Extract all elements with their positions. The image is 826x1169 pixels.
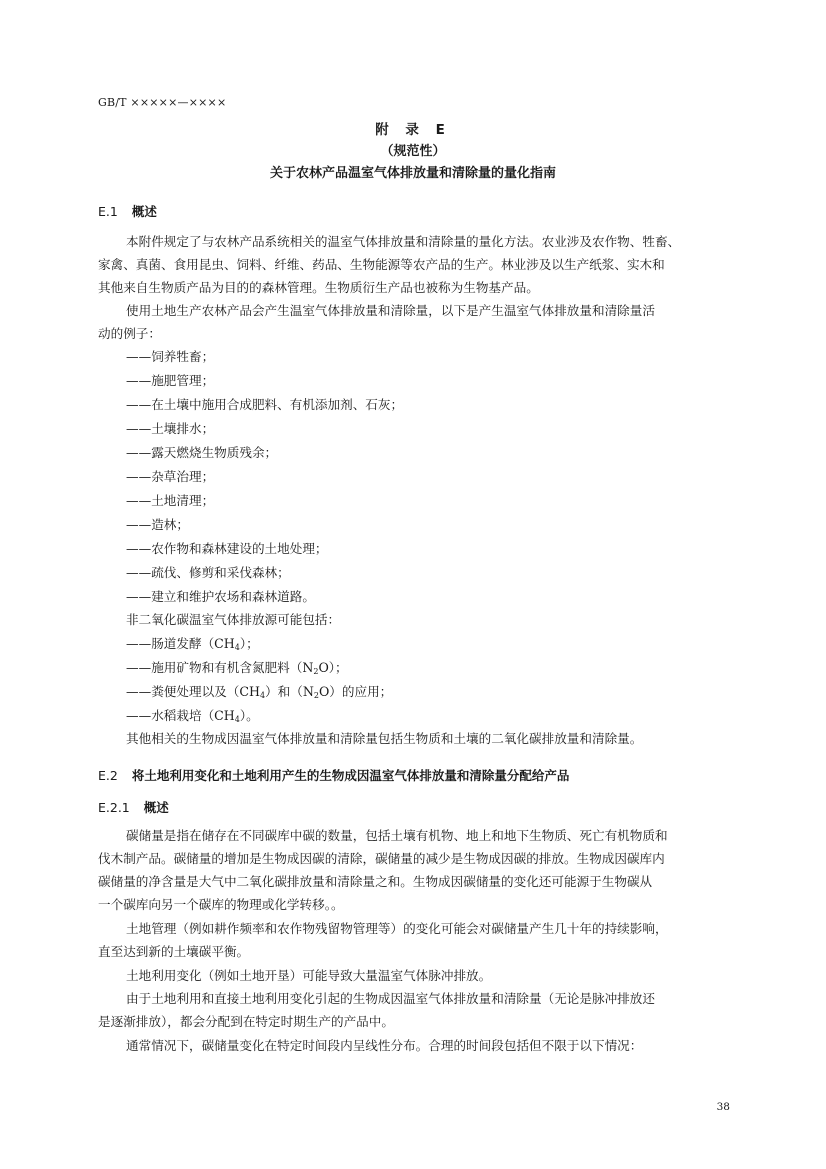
list-item: ——在土壤中施用合成肥料、有机添加剂、石灰； bbox=[126, 397, 404, 412]
paragraph-line: 土地利用变化（例如土地开垦）可能导致大量温室气体脉冲排放。 bbox=[126, 968, 492, 983]
list-item: ——饲养牲畜； bbox=[126, 349, 215, 364]
list-item: ——杂草治理； bbox=[126, 469, 215, 484]
paragraph-line: 土地管理（例如耕作频率和农作物残留物管理等）的变化可能会对碳储量产生几十年的持续影响， bbox=[126, 921, 668, 936]
list-item: ——疏伐、修剪和采伐森林； bbox=[126, 565, 290, 580]
list-item: ——施用矿物和有机含氮肥料$(N_2O)$； bbox=[126, 660, 348, 676]
paragraph-line: 一个碳库向另一个碳库的物理或化学转移。。 bbox=[98, 897, 344, 912]
paragraph-line: 通常情况下，碳储量变化在特定时间段内呈线性分布。合理的时间段包括但不限于以下情况： bbox=[126, 1038, 643, 1053]
paragraph-line: 其他来自生物质产品为目的的森林管理。生物质衍生产品也被称为生物基产品。 bbox=[98, 280, 539, 295]
list-item: ——水稻栽培$(CH_4)$。 bbox=[126, 708, 259, 724]
paragraph-line: 使用土地生产农林产品会产生温室气体排放量和清除量，以下是产生温室气体排放量和清除量活 bbox=[126, 303, 655, 318]
page-number: 38 bbox=[716, 1101, 730, 1113]
list-item: ——肠道发酵$(CH_4)$； bbox=[126, 636, 259, 652]
section-title: 概述 bbox=[143, 800, 169, 815]
list-item: ——农作物和森林建设的土地处理； bbox=[126, 541, 328, 556]
paragraph-line: 其他相关的生物成因温室气体排放量和清除量包括生物质和土壤的二氧化碳排放量和清除量。 bbox=[126, 731, 643, 746]
paragraph-line: 碳储量是指在储存在不同碳库中碳的数量，包括土壤有机物、地上和地下生物质、死亡有机物质和 bbox=[126, 828, 668, 843]
section-number: E.2.1 bbox=[98, 800, 130, 815]
list-item: ——粪便处理以及$(CH_4)$和$(N_2O)$的应用； bbox=[126, 684, 393, 700]
paragraph-line: 伐木制产品。碳储量的增加是生物成因碳的清除，碳储量的减少是生物成因碳的排放。生物成因碳库内 bbox=[98, 851, 665, 866]
paragraph-line: 本附件规定了与农林产品系统相关的温室气体排放量和清除量的量化方法。农业涉及农作物、牲畜、 bbox=[126, 234, 681, 249]
appendix-type: （规范性） bbox=[380, 144, 446, 159]
appendix-title: 附 录 E bbox=[375, 122, 451, 138]
paragraph-line: 家禽、真菌、食用昆虫、饲料、纤维、药品、生物能源等农产品的生产。林业涉及以生产纸浆、实木和 bbox=[98, 257, 665, 272]
paragraph-line: 是逐渐排放），都会分配到在特定时期生产的产品中。 bbox=[98, 1014, 394, 1029]
section-number: E.2 bbox=[98, 768, 118, 783]
standard-code: GB/T ×××××—×××× bbox=[98, 96, 227, 109]
list-item: ——土地清理； bbox=[126, 493, 215, 508]
paragraph-line: 由于土地利用和直接土地利用变化引起的生物成因温室气体排放量和清除量（无论是脉冲排放还 bbox=[126, 991, 655, 1006]
section-number: E.1 bbox=[98, 204, 118, 219]
appendix-name: 关于农林产品温室气体排放量和清除量的量化指南 bbox=[269, 166, 556, 181]
paragraph-line: 碳储量的净含量是大气中二氧化碳排放量和清除量之和。生物成因碳储量的变化还可能源于生物碳从 bbox=[98, 874, 653, 889]
section-title: 概述 bbox=[131, 204, 157, 219]
paragraph-line: 非二氧化碳温室气体排放源可能包括： bbox=[126, 612, 341, 627]
list-item: ——土壤排水； bbox=[126, 421, 215, 436]
section-title: 将土地利用变化和土地利用产生的生物成因温室气体排放量和清除量分配给产品 bbox=[131, 768, 570, 783]
paragraph-line: 动的例子： bbox=[98, 326, 161, 341]
list-item: ——造林； bbox=[126, 517, 189, 532]
section-heading-e21 bbox=[98, 798, 169, 816]
list-item: ——施肥管理； bbox=[126, 373, 215, 388]
paragraph-line: 直至达到新的土壤碳平衡。 bbox=[98, 944, 250, 959]
list-item: ——露天燃烧生物质残余； bbox=[126, 445, 278, 460]
section-heading-e2 bbox=[98, 766, 569, 784]
list-item: ——建立和维护农场和森林道路。 bbox=[126, 589, 315, 604]
section-heading-e1 bbox=[98, 202, 157, 220]
